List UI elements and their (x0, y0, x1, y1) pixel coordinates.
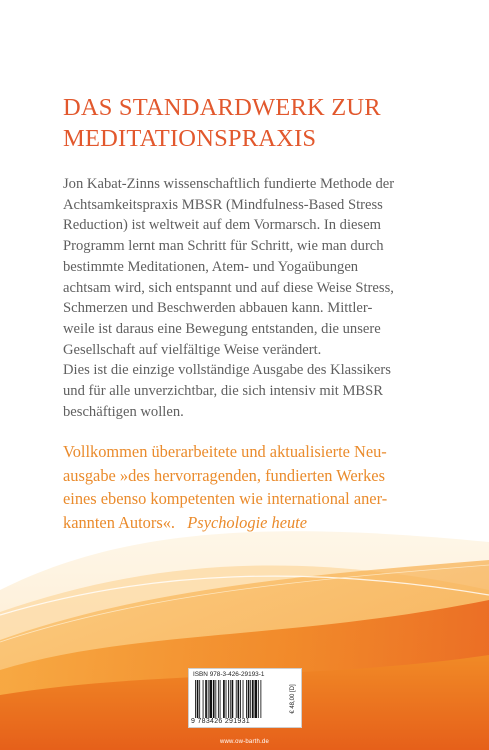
publisher-website: www.ow-barth.de (219, 739, 270, 745)
blurb-line: Programm lernt man Schritt für Schritt, wie man durch (63, 238, 384, 255)
quote-line: ausgabe »des hervorragenden, fundierten Werkes (63, 465, 385, 485)
barcode-icon (193, 680, 287, 720)
barcode-bar (209, 680, 212, 718)
barcode-bar (232, 680, 234, 718)
blurb-line: Reduction) ist weltweit auf dem Vormarsch. In diesem (63, 217, 382, 234)
blurb-line: und für alle unverzichtbar, die sich intensiv mit MBSR (63, 383, 384, 400)
barcode-bar (215, 680, 216, 718)
isbn-text: ISBN 978-3-426-29193-1 (193, 671, 265, 678)
barcode-bar (199, 680, 200, 718)
blurb-line: Schmerzen und Beschwerden abbauen kann. Mittler- (63, 300, 373, 317)
quote-source: Psychologie heute (187, 512, 307, 532)
barcode-bar (228, 680, 229, 718)
headline (63, 92, 463, 154)
blurb-line: achtsam wird, sich entspannt und auf diese Weise Stress, (63, 279, 394, 296)
quote-line-text: kannten Autors«. (63, 512, 175, 532)
barcode-bar (197, 680, 199, 718)
barcode-label (188, 668, 302, 728)
barcode-bar (248, 680, 250, 718)
blurb-line: Gesellschaft auf vielfältige Weise verändert. (63, 341, 322, 358)
blurb-line: Dies ist die einzige vollständige Ausgabe des Klassikers (63, 362, 391, 379)
barcode-bar (220, 680, 221, 718)
barcode-digits: 9 783426 291931 (191, 718, 250, 725)
barcode-bar (236, 680, 237, 718)
barcode-bar (203, 680, 204, 718)
barcode-bar (208, 680, 209, 718)
barcode-bar (260, 680, 261, 718)
price-text: € 48,00 [D] (290, 684, 296, 714)
blurb-line: beschäftigen wollen. (63, 403, 184, 420)
barcode-bar (213, 680, 215, 718)
blurb-line: Jon Kabat-Zinns wissenschaftlich fundierte Methode der (63, 176, 395, 192)
blurb-line: Achtsamkeitspraxis MBSR (Mindfulness-Based Stress (63, 196, 383, 213)
quote-line: Vollkommen überarbeitete und aktualisierte Neu- (63, 442, 387, 461)
barcode-bar (230, 680, 231, 718)
blurb-line: weile ist daraus eine Bewegung entstanden, die unsere (63, 320, 381, 337)
barcode-bar (218, 680, 219, 718)
barcode-bar (223, 680, 225, 718)
barcode-bar (205, 680, 207, 718)
barcode-bar (250, 680, 251, 718)
barcode-bar (243, 680, 244, 718)
barcode-bar (252, 680, 254, 718)
quote-line: eines ebenso kompetenten wie international aner- (63, 489, 388, 508)
headline-line-1: DAS STANDARDWERK ZUR (63, 94, 381, 121)
blurb-text (63, 174, 463, 422)
barcode-bar (246, 680, 247, 718)
barcode-bar (238, 680, 240, 718)
blurb-line: bestimmte Meditationen, Atem- und Yogaübungen (63, 258, 359, 275)
barcode-bar (258, 680, 259, 718)
barcode-bar (226, 680, 227, 718)
barcode-bar (195, 680, 196, 718)
headline-line-2: MEDITATIONSPRAXIS (63, 125, 317, 152)
barcode-bar (240, 680, 241, 718)
barcode-bar (255, 680, 258, 718)
